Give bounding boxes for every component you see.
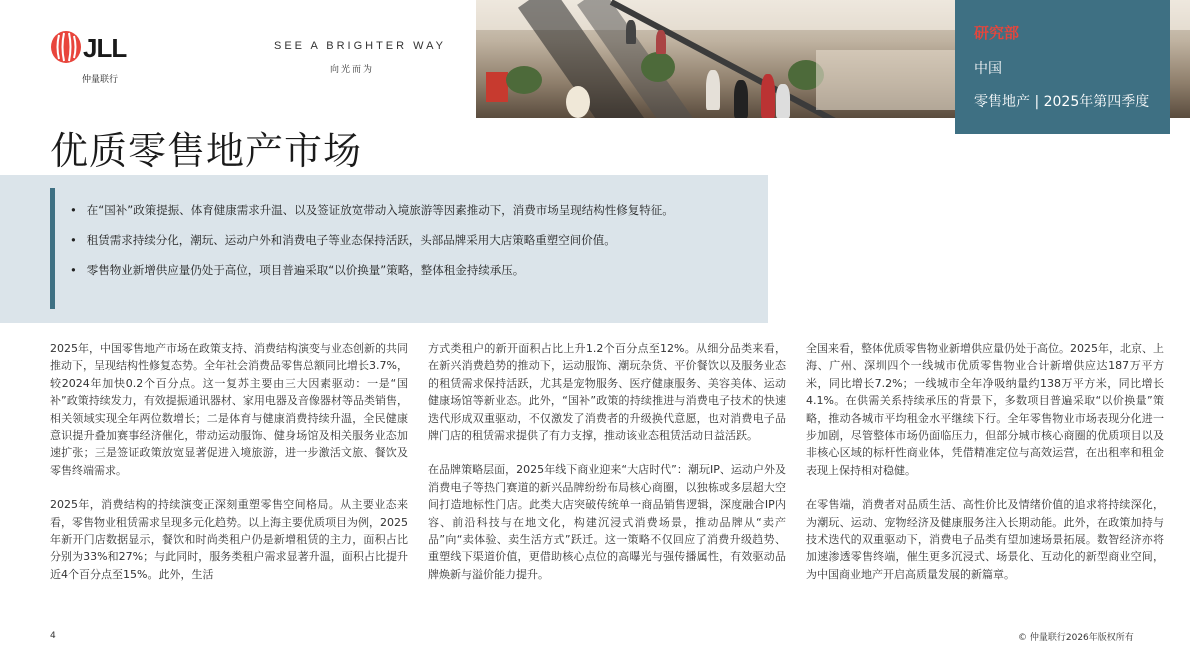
- copyright: © 仲量联行2026年版权所有: [1018, 633, 1134, 643]
- body-column-2: [428, 340, 786, 600]
- paragraph: 2025年，消费结构的持续演变正深刻重塑零售空间格局。从主要业态来看，零售物业租赁需求呈现多元化趋势。以上海主要优质项目为例，2025年新开门店数据显示，餐饮和时尚类租户仍是新增租赁的主力，面积占比分别为33%和27%；与此同时，服务类租户需求显著升温，面积占比提升近4个百分点至15%。此外，生活: [50, 498, 408, 581]
- body-column-1: [50, 340, 408, 600]
- logo-subtitle: 仲量联行: [82, 75, 119, 85]
- highlight-item: • 零售物业新增供应量仍处于高位，项目普遍采取“以价换量”策略，整体租金持续承压。: [70, 255, 674, 285]
- jll-logo: [50, 30, 140, 85]
- paragraph: 在品牌策略层面，2025年线下商业迎来“大店时代”：潮玩IP、运动户外及消费电子等热门赛道的新兴品牌纷纷布局核心商圈，以独栋或多层超大空间打造地标性门店。此类大店突破传统单一商品销售逻辑，深度融合IP内容、前沿科技与在地文化，构建沉浸式消费场景，推动品牌从“卖产品”向“卖体验、卖生活方式”跃迁。这一策略不仅回应了消费升级趋势、重塑线下渠道价值，更借助核心点位的高曝光与强传播属性，有效驱动品牌焕新与溢价能力提升。: [428, 463, 786, 581]
- tagline-subtitle: 向光而为: [330, 65, 375, 75]
- paragraph: 全国来看，整体优质零售物业新增供应量仍处于高位。2025年，北京、上海、广州、深圳四个一线城市优质零售物业合计新增供应达187万平方米，同比增长7.2%；一线城市全年净吸纳量约138万平方米，同比增长4.1%。在供需关系持续承压的背景下，多数项目普遍采取“以价换量”策略，推动各城市平均租金水平继续下行。全年零售物业市场表现分化进一步加剧，尽管整体市场仍面临压力，但部分城市核心商圈的优质项目以及非核心区域的标杆性商业体，凭借精准定位与高效运营，在出租率和租金表现上保持相对稳健。: [806, 342, 1164, 477]
- body-column-3: [806, 340, 1164, 600]
- highlight-accent-bar: [50, 188, 55, 309]
- paragraph: 方式类租户的新开面积占比上升1.2个百分点至12%。从细分品类来看，在新兴消费趋势的推动下，运动服饰、潮玩杂货、平价餐饮以及服务业态的租赁需求保持活跃，尤其是宠物服务、医疗健康服务、美容美体、运动健康场馆等新业态。此外，“国补”政策的持续推进与消费电子技术的快速迭代形成双重驱动，不仅激发了消费者的升级换代意愿，也对消费电子品牌门店的租赁需求提供了有力支撑，推动该业态租赁活动日益活跃。: [428, 342, 786, 443]
- highlights-list: [70, 195, 674, 285]
- research-panel: [955, 0, 1170, 134]
- paragraph: 2025年，中国零售地产市场在政策支持、消费结构演变与业态创新的共同推动下，呈现结构性修复态势。全年社会消费品零售总额同比增长3.7%，较2024年加快0.2个百分点。这一复苏主要由三大因素驱动：一是“国补”政策持续发力，有效提振通讯器材、家用电器及音像器材等品类销售，相关领域实现全年两位数增长；二是体育与健康消费持续升温，全民健康意识提升叠加赛事经济催化，带动运动服饰、健身场馆及相关服务业态加速扩张；三是签证政策放宽显著促进入境旅游，进一步激活文旅、餐饮及零售终端需求。: [50, 342, 408, 477]
- highlight-item: • 在“国补”政策提振、体育健康需求升温、以及签证放宽带动入境旅游等因素推动下，消费市场呈现结构性修复特征。: [70, 195, 674, 225]
- paragraph: 在零售端，消费者对品质生活、高性价比及情绪价值的追求将持续深化，为潮玩、运动、宠物经济及健康服务注入长期动能。此外，在政策加持与技术迭代的双重驱动下，消费电子品类有望加速场景拓展。数智经济亦将加速渗透零售终端，催生更多沉浸式、场景化、互动化的新型商业空间，为中国商业地产开启高质量发展的新篇章。: [806, 498, 1164, 581]
- tagline: SEE A BRIGHTER WAY: [274, 40, 446, 52]
- logo-text: JLL: [83, 33, 127, 63]
- highlights-box: [0, 175, 768, 323]
- report-label: 零售地产 | 2025年第四季度: [974, 94, 1150, 110]
- department-label: 研究部: [974, 24, 1020, 42]
- region-label: 中国: [974, 61, 1002, 77]
- page-number: 4: [50, 631, 56, 641]
- highlight-item: • 租赁需求持续分化，潮玩、运动户外和消费电子等业态保持活跃，头部品牌采用大店策略重塑空间价值。: [70, 225, 674, 255]
- page-title: 优质零售地产市场: [50, 129, 363, 173]
- jll-flame-icon: [50, 30, 82, 64]
